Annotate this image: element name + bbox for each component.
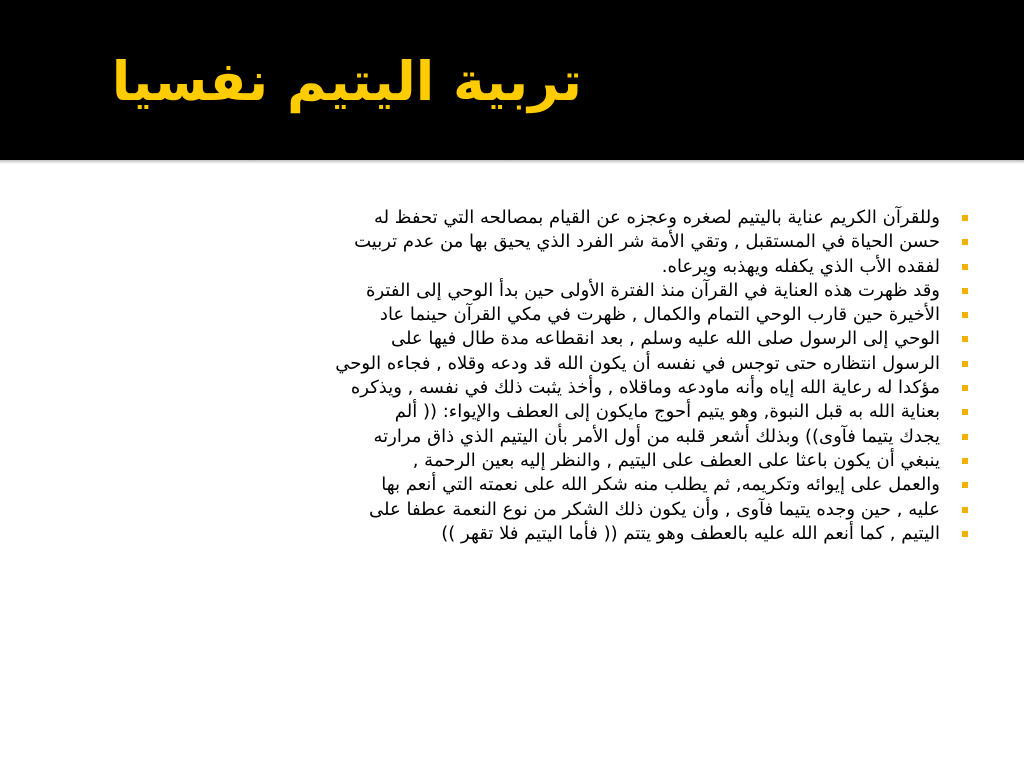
bullet-line [60,255,940,279]
bullet-line [60,473,940,497]
title-divider [0,160,1024,164]
bullet-text: حسن الحياة في المستقبل , وتقي الأمة شر الفرد الذي يحيق بها من عدم تربيت [354,231,940,253]
bullet-text: الأخيرة حين قارب الوحي التمام والكمال , ظهرت في مكي القرآن حينما عاد [379,304,940,326]
bullet-line [60,352,940,376]
bullet-icon [962,336,968,342]
bullet-icon [962,482,968,488]
bullet-line [60,327,940,351]
bullet-text: اليتيم , كما أنعم الله عليه بالعطف وهو يتتم (( فأما اليتيم فلا تقهر )) [441,522,940,544]
bullet-icon [962,215,968,221]
bullet-icon [962,312,968,318]
bullet-text: لفقده الأب الذي يكفله ويهذبه ويرعاه. [661,255,940,277]
bullet-icon [962,288,968,294]
bullet-text: الرسول انتظاره حتى توجس في نفسه أن يكون الله قد ودعه وقلاه , فجاءه الوحي [335,352,940,374]
bullet-icon [962,434,968,440]
bullet-line [60,376,940,400]
bullet-icon [962,409,968,415]
bullet-line [60,230,940,254]
bullet-line [60,206,940,230]
bullet-icon [962,239,968,245]
bullet-line [60,400,940,424]
bullet-line [60,522,940,546]
bullet-icon [962,385,968,391]
bullet-text: الوحي إلى الرسول صلى الله عليه وسلم , بعد انقطاعه مدة طال فيها على [390,328,940,350]
bullet-line [60,498,940,522]
bullet-icon [962,361,968,367]
bullet-text: وللقرآن الكريم عناية باليتيم لصغره وعجزه عن القيام بمصالحه التي تحفظ له [373,207,940,228]
title-band [0,0,1024,160]
bullet-text: ينبغي أن يكون باعثا على العطف على اليتيم , والنظر إليه بعين الرحمة , [412,449,940,471]
bullet-icon [962,264,968,270]
bullet-line [60,279,940,303]
bullet-line [60,425,940,449]
bullet-text: يجدك يتيما فآوى)) وبذلك أشعر قلبه من أول الأمر بأن اليتيم الذي ذاق مرارته [373,425,940,447]
bullet-line [60,449,940,473]
bullet-text: والعمل على إيوائه وتكريمه, ثم يطلب منه شكر الله على نعمته التي أنعم بها [381,474,940,496]
bullet-text: وقد ظهرت هذه العناية في القرآن منذ الفترة الأولى حين بدأ الوحي إلى الفترة [366,279,940,301]
bullet-icon [962,531,968,537]
bullet-line [60,303,940,327]
slide-title: تربية اليتيم نفسيا [111,50,582,113]
bullet-text: مؤكدا له رعاية الله إياه وأنه ماودعه وماقلاه , وأخذ يثبت ذلك في نفسه , ويذكره [350,377,940,399]
bullet-icon [962,458,968,464]
bullet-text: عليه , حين وجده يتيما فآوى , وأن يكون ذلك الشكر من نوع النعمة عطفا على [369,498,940,520]
bullet-icon [962,507,968,513]
bullet-text: بعناية الله به قبل النبوة, وهو يتيم أحوج مايكون إلى العطف والإيواء: (( ألم [394,401,940,423]
bullet-list [60,206,940,546]
